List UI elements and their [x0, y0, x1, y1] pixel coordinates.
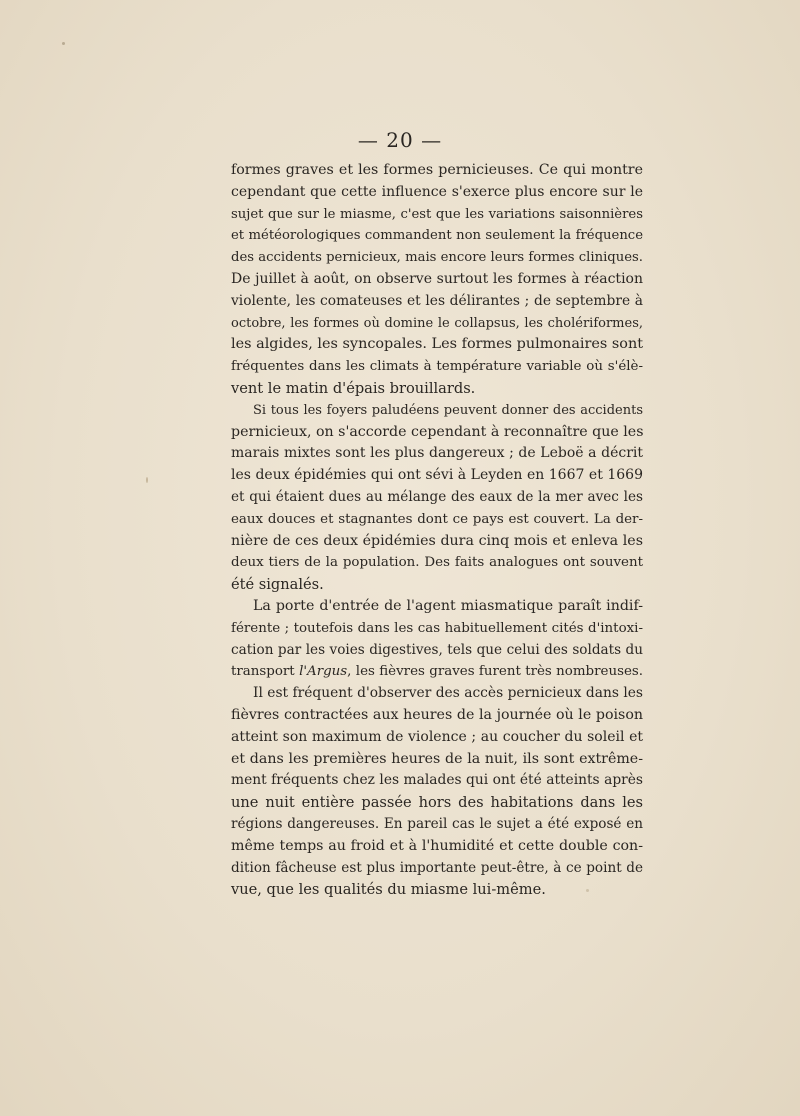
text-segment: cation par les voies digestives, tels que celui des soldats du: [231, 641, 643, 658]
text-segment: marais mixtes sont les plus dangereux ; de Leboë a décrit: [231, 445, 643, 462]
italic-text: l'Argus: [299, 664, 348, 680]
text-line: [231, 858, 643, 880]
text-segment: régions dangereuses. En pareil cas le sujet a été exposé en: [231, 815, 643, 832]
text-line: [231, 247, 643, 269]
text-segment: , les fièvres graves furent très nombreuses.: [347, 664, 643, 680]
text-segment: fièvres contractées aux heures de la journée où le poison: [231, 706, 643, 723]
text-segment: et météorologiques commandent non seulement la fréquence: [231, 228, 643, 244]
text-line: [231, 378, 643, 400]
text-line: [231, 160, 643, 182]
text-line: [231, 182, 643, 204]
text-line: [231, 465, 643, 487]
text-segment: deux tiers de la population. Des faits analogues ont souvent: [231, 555, 643, 571]
text-segment: violente, les comateuses et les délirantes ; de septembre à: [231, 292, 643, 309]
text-line: [231, 770, 643, 792]
body-text: [231, 160, 643, 901]
text-segment: les deux épidémies qui ont sévi à Leyden en 1667 et 1669: [231, 467, 643, 484]
text-segment: pernicieux, on s'accorde cependant à reconnaître que les: [231, 423, 644, 440]
text-segment: cependant que cette influence s'exerce plus encore sur le: [231, 183, 643, 200]
text-line: [231, 225, 643, 247]
paper-speck: [146, 477, 148, 483]
text-line: [231, 792, 643, 814]
text-segment: même temps au froid et à l'humidité et cette double con-: [231, 837, 643, 854]
text-segment: et dans les premières heures de la nuit, ils sont extrême-: [231, 750, 643, 767]
text-line: [231, 879, 643, 901]
text-line: [231, 443, 643, 465]
text-segment: La porte d'entrée de l'agent miasmatique paraît indif-: [253, 597, 643, 614]
text-segment: des accidents pernicieux, mais encore leurs formes cliniques.: [231, 250, 643, 266]
text-segment: été signalés.: [231, 576, 324, 594]
text-line: [231, 269, 643, 291]
text-segment: les algides, les syncopales. Les formes pulmonaires sont: [231, 336, 643, 353]
paper-speck: [62, 42, 65, 45]
text-segment: formes graves et les formes pernicieuses. Ce qui montre: [231, 162, 643, 178]
text-line: [231, 291, 643, 313]
text-line: [231, 683, 643, 705]
text-line: [231, 204, 643, 226]
text-segment: fréquentes dans les climats à température variable où s'élè-: [231, 359, 643, 375]
text-line: [231, 705, 643, 727]
text-line: [231, 400, 643, 422]
text-segment: Il est fréquent d'observer des accès pernicieux dans les: [253, 685, 643, 702]
text-segment: nière de ces deux épidémies dura cinq mois et enleva les: [231, 532, 643, 549]
text-line: [231, 313, 643, 335]
text-segment: vent le matin d'épais brouillards.: [231, 379, 476, 397]
text-line: [231, 356, 643, 378]
text-line: [231, 531, 643, 553]
page-number: — 20 —: [357, 128, 443, 152]
text-line: [231, 596, 643, 618]
text-segment: atteint son maximum de violence ; au coucher du soleil et: [231, 728, 643, 745]
text-segment: eaux douces et stagnantes dont ce pays est couvert. La der-: [231, 511, 643, 527]
text-line: [231, 814, 643, 836]
text-line: [231, 661, 643, 683]
text-line: [231, 618, 643, 640]
text-line: [231, 509, 643, 531]
text-segment: De juillet à août, on observe surtout les formes à réaction: [231, 270, 643, 287]
text-segment: une nuit entière passée hors des habitations dans les: [231, 794, 643, 812]
text-segment: vue, que les qualités du miasme lui-même.: [231, 881, 546, 899]
text-line: [231, 574, 643, 596]
text-line: [231, 487, 643, 509]
text-segment: et qui étaient dues au mélange des eaux de la mer avec les: [231, 488, 643, 505]
text-line: [231, 836, 643, 858]
text-segment: Si tous les foyers paludéens peuvent donner des accidents: [253, 402, 643, 418]
text-segment: dition fâcheuse est plus importante peut-être, à ce point de: [231, 859, 643, 876]
text-line: [231, 422, 643, 444]
text-segment: férente ; toutefois dans les cas habituellement cités d'intoxi-: [231, 620, 643, 636]
text-segment: transport: [231, 664, 300, 680]
text-segment: octobre, les formes où domine le collapsus, les cholériformes,: [231, 315, 643, 331]
text-line: [231, 552, 643, 574]
text-line: [231, 334, 643, 356]
text-line: [231, 727, 643, 749]
text-segment: ment fréquents chez les malades qui ont été atteints après: [231, 772, 643, 789]
text-line: [231, 640, 643, 662]
text-segment: sujet que sur le miasme, c'est que les variations saisonnières: [231, 206, 643, 222]
text-line: [231, 749, 643, 771]
